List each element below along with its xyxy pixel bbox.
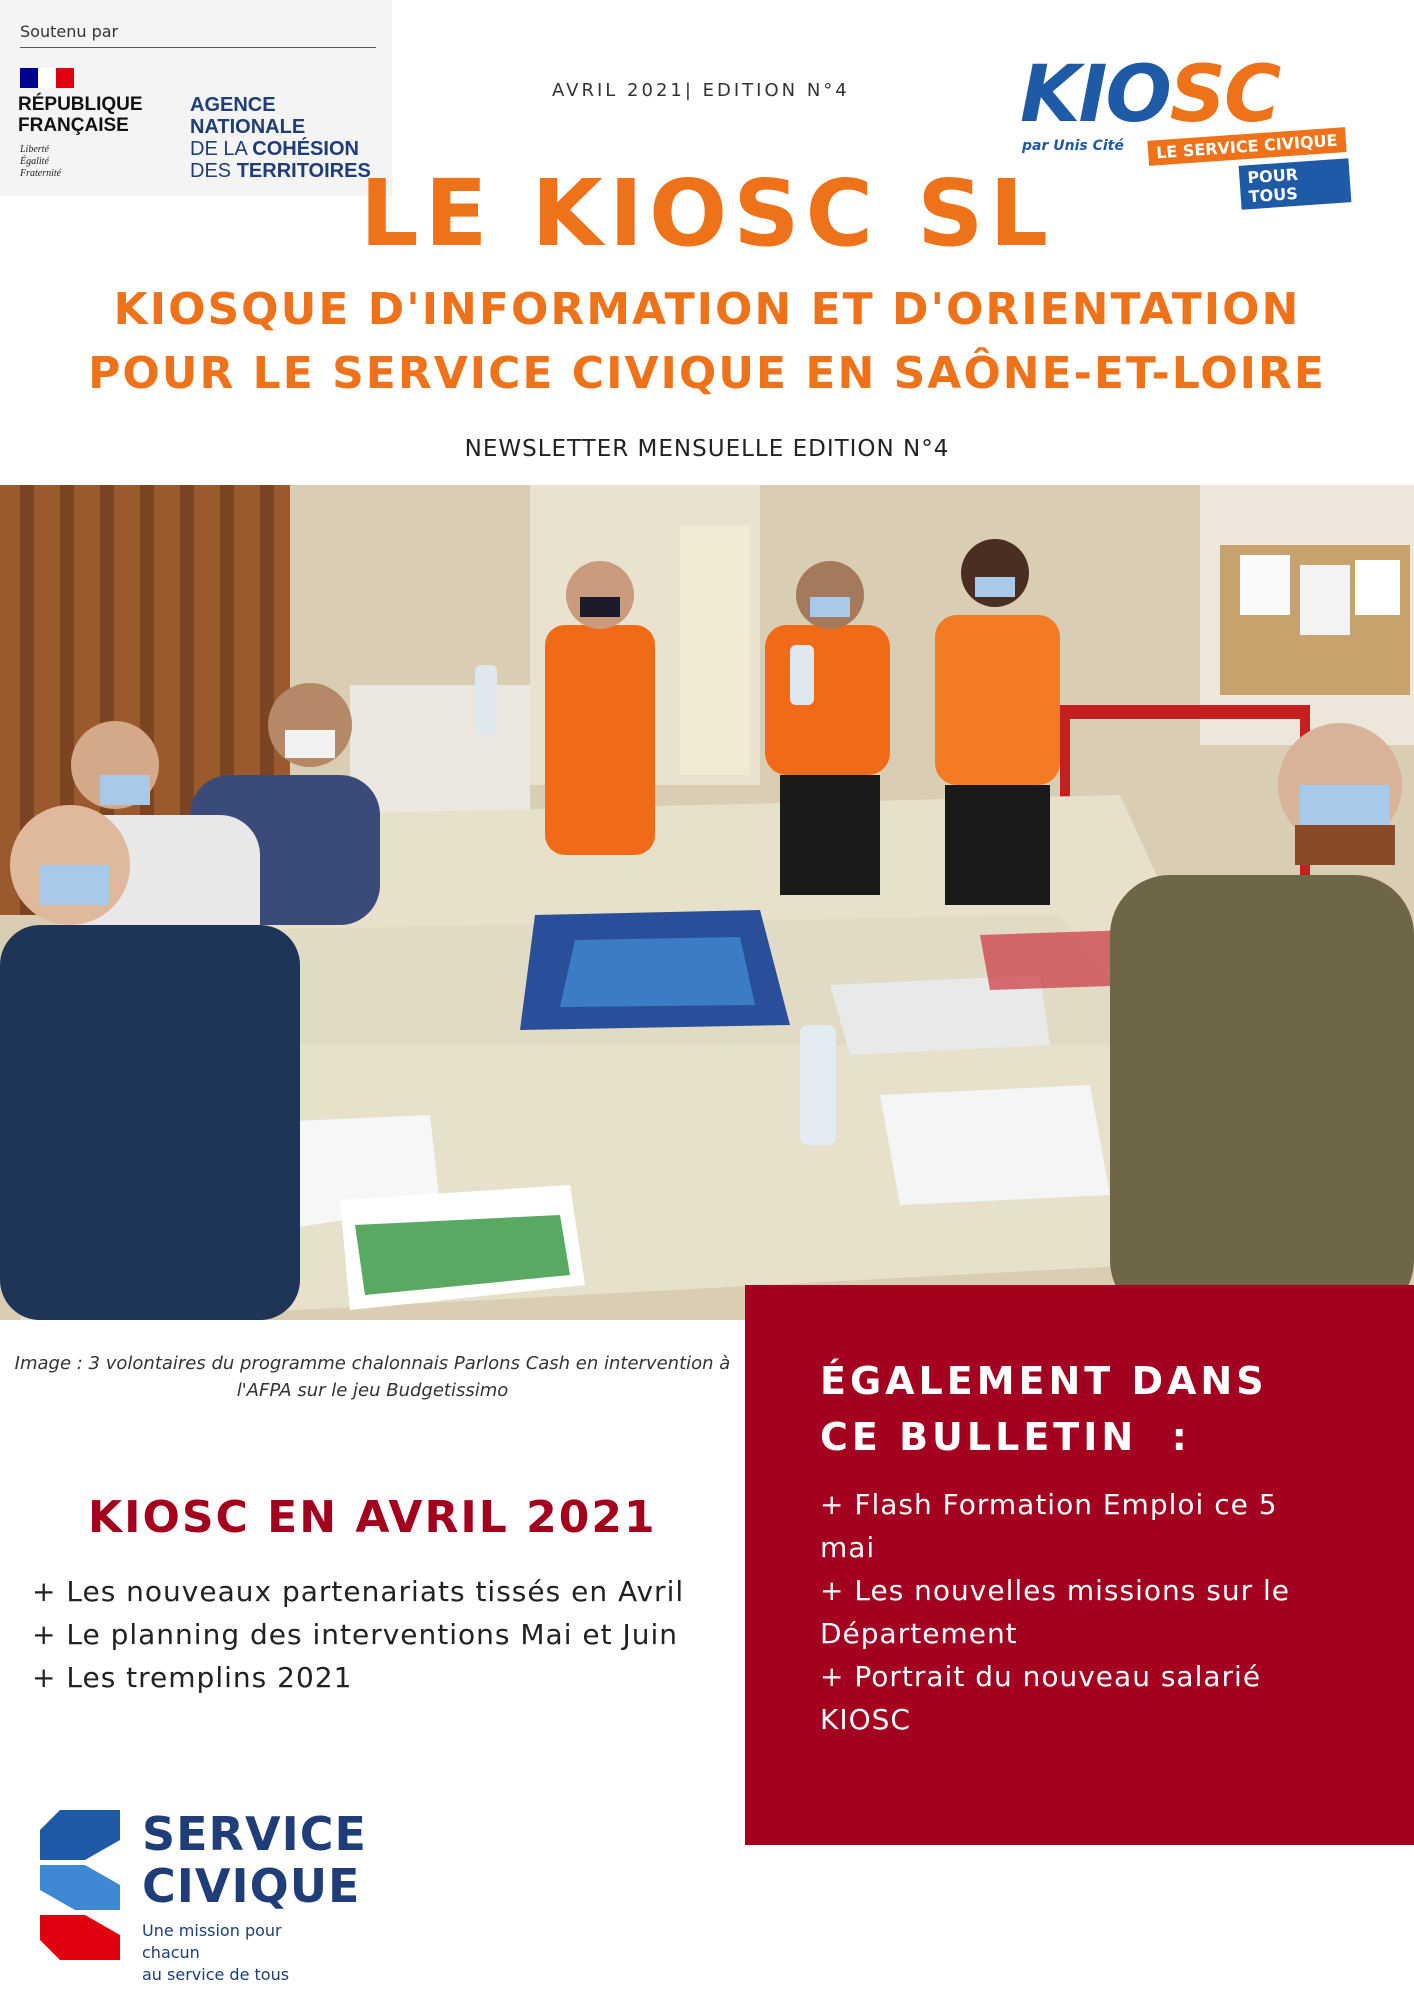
anct-line-5: DES: [190, 160, 232, 182]
kiosc-par-unis-cite: par Unis Cité: [1022, 138, 1124, 154]
anct-line-2: NATIONALE: [190, 116, 306, 138]
motto-egalite: Égalité: [20, 156, 49, 167]
kiosc-word-part2: SC: [1169, 50, 1280, 140]
red-title-line-2: CE BULLETIN :: [820, 1415, 1191, 1459]
also-in-bulletin-title: [820, 1353, 1340, 1465]
section-title-kiosc-avril: KIOSC EN AVRIL 2021: [88, 1492, 657, 1543]
service-civique-s-icon: [30, 1800, 130, 1970]
tagline-line-1: Une mission pour chacun: [142, 1921, 282, 1962]
kiosc-tag-service-civique: LE SERVICE CIVIQUE: [1147, 127, 1346, 166]
french-flag-icon: [20, 68, 74, 88]
tagline-line-2: au service de tous: [142, 1965, 290, 1984]
service-civique-tagline: [142, 1920, 330, 1986]
cover-photo-illustration: [0, 485, 1414, 1320]
newsletter-label: NEWSLETTER MENSUELLE EDITION N°4: [464, 436, 950, 462]
list-item: + Flash Formation Emploi ce 5 mai: [820, 1488, 1278, 1564]
republique-line-2: FRANÇAISE: [18, 115, 129, 136]
page-subtitle: [0, 278, 1414, 406]
subtitle-line-1: KIOSQUE D'INFORMATION ET D'ORIENTATION: [113, 284, 1301, 335]
service-civique-line-2: CIVIQUE: [142, 1859, 361, 1913]
cover-photo: [0, 485, 1414, 1320]
motto-fraternite: Fraternité: [20, 168, 62, 179]
list-item: + Les tremplins 2021: [32, 1661, 353, 1694]
subtitle-line-2: POUR LE SERVICE CIVIQUE EN SAÔNE-ET-LOIRE: [88, 348, 1326, 399]
also-in-bulletin-list: [820, 1483, 1320, 1741]
also-in-bulletin-box: [745, 1285, 1414, 1845]
list-item: + Portrait du nouveau salarié KIOSC: [820, 1660, 1262, 1736]
service-civique-name: [142, 1808, 367, 1912]
republique-line-1: RÉPUBLIQUE: [18, 94, 143, 115]
service-civique-line-1: SERVICE: [142, 1807, 367, 1861]
sponsor-label: Soutenu par: [20, 22, 119, 41]
motto-liberte: Liberté: [20, 144, 49, 155]
kiosc-avril-list: [32, 1570, 712, 1699]
anct-line-1: AGENCE: [190, 94, 276, 116]
kiosc-tag-pour-tous: POUR TOUS: [1239, 158, 1352, 210]
kiosc-word-part1: KIO: [1020, 50, 1170, 140]
list-item: + Les nouveaux partenariats tissés en Avril: [32, 1575, 685, 1608]
service-civique-logo: [30, 1800, 367, 1984]
kiosc-logo: [1020, 50, 1350, 207]
list-item: + Le planning des interventions Mai et Juin: [32, 1618, 679, 1651]
anct-line-3: DE LA: [190, 138, 247, 160]
republique-francaise-logo: [18, 94, 143, 136]
photo-caption: Image : 3 volontaires du programme chalonnais Parlons Cash en intervention à l'AFPA sur le jeu Budgetissimo: [14, 1353, 731, 1401]
divider: [20, 47, 376, 48]
kiosc-wordmark: [1020, 50, 1279, 140]
red-title-line-1: ÉGALEMENT DANS: [820, 1359, 1268, 1403]
anct-line-4: COHÉSION: [252, 138, 359, 160]
page-title: LE KIOSC SL: [360, 160, 1054, 267]
edition-label: AVRIL 2021| EDITION N°4: [552, 80, 850, 101]
anct-line-6: TERRITOIRES: [236, 160, 371, 182]
list-item: + Les nouvelles missions sur le Département: [820, 1574, 1291, 1650]
